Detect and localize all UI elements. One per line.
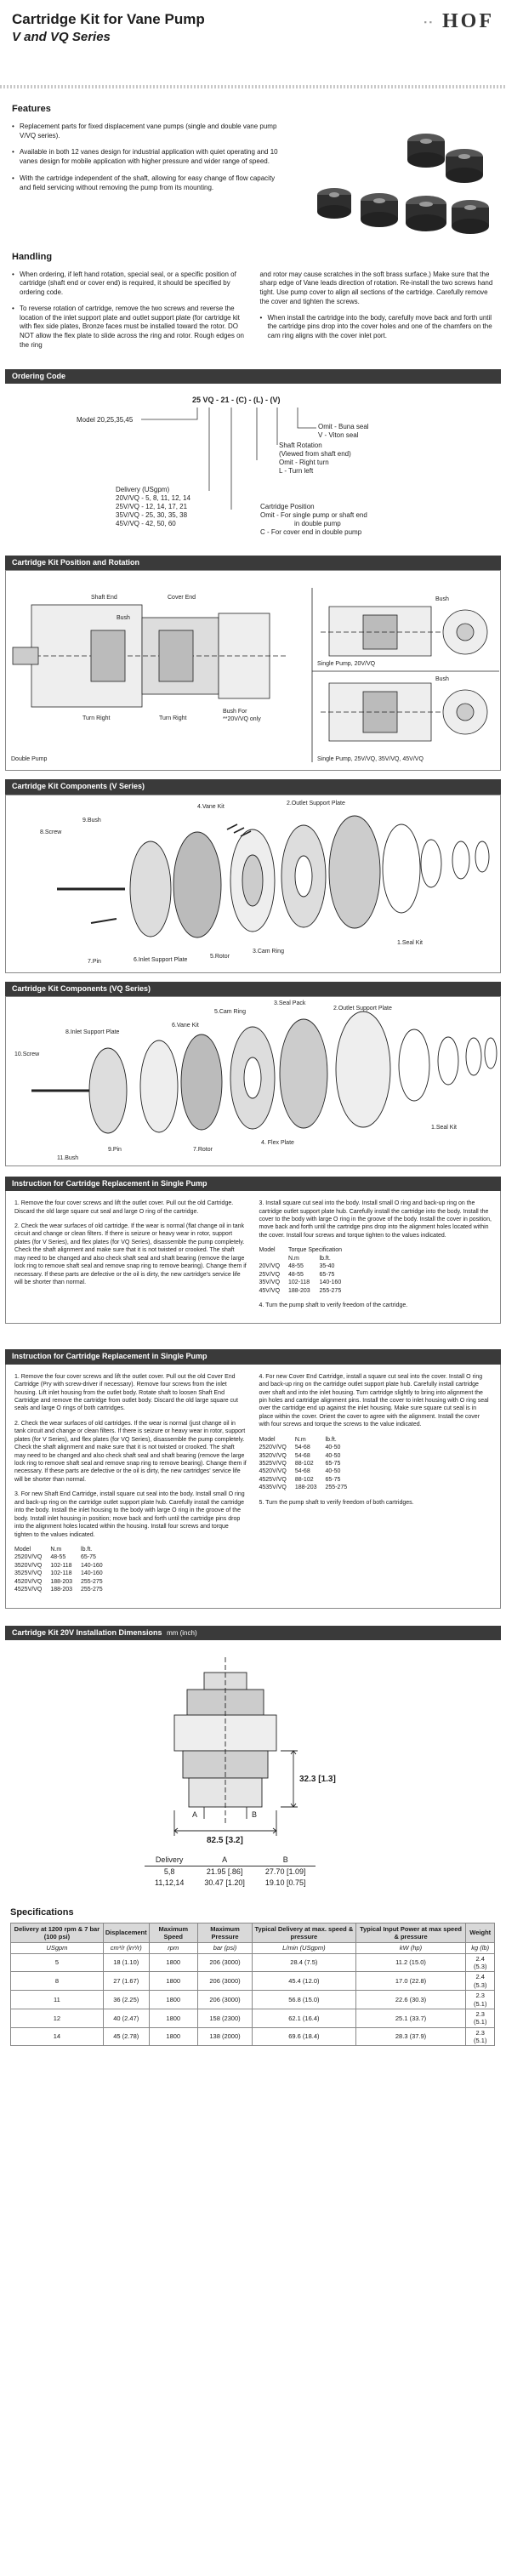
cell: 11.2 (15.0)	[355, 1953, 466, 1972]
delivery-line: 35V/VQ - 25, 30, 35, 38	[116, 511, 188, 520]
cell: 1800	[149, 2009, 197, 2027]
torque-head: lb.ft.	[325, 1436, 337, 1443]
handling-item: • To reverse rotation of cartridge, remove the two screws and reverse the location of the inlet support plate and outlet support plate (for cartridge kit with flex side plates, Bronze faces must be installed toward the rotor. DO NOT allow the flex plate to slide across the ring and rotor. Rough edges on the ring	[12, 305, 247, 350]
spec-col-head: Displacement	[103, 1923, 149, 1943]
single-instr-bar: Instruction for Cartridge Replacement in Single Pump	[5, 1177, 501, 1191]
cell: 4520V/VQ	[259, 1468, 287, 1475]
cell: 28.4 (7.5)	[253, 1953, 356, 1972]
table-row	[259, 1271, 351, 1279]
spec-unit: kg (lb)	[466, 1943, 495, 1953]
turn-right-label: Turn Right	[82, 715, 111, 722]
v-series-exploded-view	[6, 795, 500, 974]
spec-unit: rpm	[149, 1943, 197, 1953]
cell: 206 (3000)	[197, 1972, 252, 1991]
vq-series-panel	[5, 996, 501, 1166]
single-25-label: Single Pump, 25V/VQ, 35V/VQ, 45V/VQ	[317, 756, 424, 763]
vq-part-flex-plate-label: 4. Flex Plate	[261, 1139, 294, 1146]
table-row	[14, 1586, 111, 1593]
cell: 1800	[149, 1991, 197, 2009]
cell: 88-102	[294, 1461, 314, 1467]
cell: 36 (2.25)	[103, 1991, 149, 2009]
torque-head: Torque Specification	[288, 1247, 343, 1254]
vq-part-rotor-label: 7.Rotor	[193, 1146, 213, 1153]
cell: 255-275	[81, 1578, 103, 1585]
cell: 138 (2000)	[197, 2027, 252, 2046]
ordering-code-diagram	[5, 384, 501, 545]
cell: 2.3 (5.1)	[466, 1991, 495, 2009]
cell: 17.0 (22.8)	[355, 1972, 466, 1991]
cell: 65-75	[81, 1554, 96, 1561]
double-torque-table-b	[259, 1436, 356, 1492]
delivery-line: 25V/VQ - 12, 14, 17, 21	[116, 503, 188, 511]
cell: 65-75	[325, 1461, 341, 1467]
single-step-1: 1. Remove the four cover screws and lift the outlet cover. Pull out the old Cartridge. Discard the old large square cut seal and large O ring of the cartridge.	[14, 1200, 234, 1215]
rotation-title: Shaft Rotation	[279, 442, 322, 450]
cell: 35-40	[319, 1263, 335, 1270]
cell: 102-118	[288, 1279, 310, 1286]
rotation-line: L - Turn left	[279, 467, 314, 476]
cartridge-4	[361, 193, 398, 227]
double-step-4: 4. For new Cover End Cartridge, install a square cut seal into the cover. Install O ring and back-up ring on the cartridge outlet support plate hub. Carefully install cartridge over shaft and into the inlet housing. Turn cartridge slightly to bring into alignment the pin holes and cartridge alignment pins. Install the cover to inlet housing with O ring seal over the cartridge end up against the inlet housing. Make sure square cut seal is in place within the cover. Orient the cover to agree with the alignment. Install the cover with four screws and torque the screws to the value indicated.	[259, 1373, 489, 1428]
seal-option: Omit - Buna seal	[318, 423, 369, 431]
cell: 65-75	[319, 1271, 335, 1278]
cell: 40-50	[325, 1468, 341, 1475]
spec-col-head: Delivery at 1200 rpm & 7 bar (100 psi)	[11, 1923, 104, 1943]
cell: 22.6 (30.3)	[355, 1991, 466, 2009]
feature-item: • Replacement parts for fixed displacement vane pumps (single and double vane pump V/VQ series).	[12, 123, 283, 141]
dimensions-bar-unit: mm (inch)	[167, 1628, 197, 1637]
cell: 69.6 (18.4)	[253, 2027, 356, 2046]
cell: 188-203	[50, 1578, 73, 1585]
spec-col-head: Typical Delivery at max. speed & pressure	[253, 1923, 356, 1943]
table-row	[259, 1468, 356, 1475]
position-title: Cartridge Position	[260, 503, 315, 511]
table-row	[145, 1866, 316, 1878]
bush-note-label: Bush For **20V/VQ only	[223, 709, 261, 723]
cell: 102-118	[50, 1570, 72, 1577]
table-row	[11, 2027, 495, 2046]
cell: 54-68	[294, 1468, 310, 1475]
cell: 255-275	[81, 1587, 103, 1593]
cell: 3525V/VQ	[14, 1570, 43, 1577]
bush-label: Bush	[435, 676, 449, 683]
spec-unit: kW (hp)	[355, 1943, 466, 1953]
part-pin-label: 7.Pin	[88, 958, 101, 965]
spec-header-row	[11, 1923, 495, 1943]
torque-head: N.m	[294, 1436, 306, 1443]
table-row	[259, 1279, 351, 1286]
delivery-line: 45V/VQ - 42, 50, 60	[116, 520, 176, 528]
table-row	[14, 1570, 111, 1577]
cell: 4525V/VQ	[259, 1476, 287, 1483]
cell: 40 (2.47)	[103, 2009, 149, 2027]
double-instr-left	[14, 1373, 247, 1601]
cell: 11,12,14	[155, 1878, 185, 1888]
spec-unit: bar (psi)	[197, 1943, 252, 1953]
position-line: C - For cover end in double pump	[260, 528, 362, 537]
ordering-code-string: 25 VQ - 21 - (C) - (L) - (V)	[192, 396, 281, 405]
cell: 2.3 (5.1)	[466, 2027, 495, 2046]
handling-item: • When ordering, if left hand rotation, special seal, or a specific position of cartridge (shaft end or cover end) is required, it should be specified by ordering code.	[12, 271, 247, 298]
cell: 40-50	[325, 1452, 341, 1459]
cell: 2520V/VQ	[14, 1554, 43, 1561]
cell: 25V/VQ	[259, 1271, 281, 1278]
cell: 102-118	[50, 1562, 72, 1569]
cartridge-6	[452, 200, 489, 234]
page-title: Cartridge Kit for Vane Pump	[12, 11, 205, 27]
double-step-2: 2. Check the wear surfaces of old cartridges. If the wear is normal (just change oil in tank circuit and change or clean filters. If there is seizure or heavy wear in rotor, support plates (for V Series), and flex plates (for VQ Series), disassemble the pump completely. Check the shaft alignment and make sure that it is not twisted or crooked. The shaft may need to be changed and also check shaft seal and shaft bearing (remove the large lock ring to remove shaft seal and remove snap ring to remove bearing). Change them if necessary. If these parts are defective or the oil is dirty, the new cartridges' service life will be shorter than normal.	[14, 1420, 247, 1483]
cartridge-1	[407, 134, 445, 168]
single-instr-right	[259, 1200, 492, 1316]
deliv-head: Delivery	[145, 1855, 194, 1866]
v-series-bar: Cartridge Kit Components (V Series)	[5, 779, 501, 794]
shaft-end-label: Shaft End	[91, 595, 117, 601]
table-row	[259, 1476, 356, 1484]
cell: 28.3 (37.9)	[355, 2027, 466, 2046]
cell: 2.3 (5.1)	[466, 2009, 495, 2027]
cell: 2520V/VQ	[259, 1445, 287, 1451]
double-torque-table-a	[14, 1546, 111, 1594]
cell: 8	[11, 1972, 104, 1991]
turn-right-label: Turn Right	[159, 715, 187, 722]
cell: 19.10 [0.75]	[264, 1878, 306, 1888]
table-row	[259, 1452, 356, 1460]
position-rotation-drawings	[6, 571, 500, 772]
part-bush-label: 9.Bush	[82, 817, 101, 824]
handling-left	[12, 271, 247, 357]
cell: 56.8 (15.0)	[253, 1991, 356, 2009]
part-screw-label: 8.Screw	[40, 829, 62, 835]
cell: 21.95 [.86]	[206, 1867, 243, 1877]
cell: 255-275	[325, 1485, 348, 1491]
rotation-line: Omit - Right turn	[279, 459, 329, 467]
double-instr-bar: Instruction for Cartridge Replacement in Single Pump	[5, 1349, 501, 1364]
cell: 48-55	[288, 1271, 304, 1278]
table-row	[14, 1562, 111, 1570]
double-step-3: 3. For new Shaft End Cartridge, install square cut seal into the body. Install small O ring and back-up ring on the cartridge outlet support plate hub. Carefully install the cartridge into the body. Install the inlet housing to the body with large O ring in the groove of the body. Install inlet housing in position; move back and forth until the cartridge pins drop into the alignment holes located within the housing. Install four screws and torque tighten to the values indicated.	[14, 1491, 245, 1538]
delivery-line: 20V/VQ - 5, 8, 11, 12, 14	[116, 494, 190, 503]
cell: 206 (3000)	[197, 1953, 252, 1972]
ordering-code-bar: Ordering Code	[5, 369, 501, 384]
deliv-head: A	[194, 1855, 255, 1866]
spec-col-head: Maximum Pressure	[197, 1923, 252, 1943]
seal-option: V - Viton seal	[318, 431, 359, 440]
cell: 30.47 [1.20]	[204, 1878, 245, 1888]
table-row	[11, 1953, 495, 1972]
cell: 4535V/VQ	[259, 1485, 287, 1491]
torque-head: Model	[259, 1247, 276, 1254]
cell: 5	[11, 1953, 104, 1972]
dim-a-label: A	[192, 1809, 198, 1819]
cell: 3520V/VQ	[14, 1562, 43, 1569]
cell: 3520V/VQ	[259, 1452, 287, 1459]
table-row	[145, 1878, 316, 1889]
vq-part-outlet-plate-label: 2.Outlet Support Plate	[333, 1005, 392, 1012]
deliv-head: B	[255, 1855, 316, 1866]
delivery-dimension-table	[145, 1855, 316, 1889]
table-row	[259, 1460, 356, 1468]
cell: 140-160	[81, 1562, 103, 1569]
vq-part-vane-kit-label: 6.Vane Kit	[172, 1022, 199, 1029]
handling-section	[0, 271, 506, 357]
cell: 65-75	[325, 1476, 341, 1483]
handling-heading: Handling	[12, 251, 53, 262]
table-row	[259, 1287, 351, 1295]
features-list	[12, 123, 283, 242]
table-row	[11, 1991, 495, 2009]
cell: 158 (2300)	[197, 2009, 252, 2027]
vq-part-pin-label: 9.Pin	[108, 1146, 122, 1153]
table-row	[259, 1484, 356, 1491]
position-rotation-bar: Cartridge Kit Position and Rotation	[5, 556, 501, 570]
dim-width-label: 82.5 [3.2]	[207, 1835, 243, 1845]
double-instr-panel	[5, 1365, 501, 1609]
model-label: Model 20,25,35,45	[77, 416, 134, 425]
single-torque-table	[259, 1246, 351, 1295]
cell: 18 (1.10)	[103, 1953, 149, 1972]
cell: 25.1 (33.7)	[355, 2009, 466, 2027]
specifications-heading: Specifications	[10, 1906, 74, 1918]
torque-head: N.m	[50, 1546, 62, 1553]
dim-b-label: B	[252, 1809, 258, 1819]
cell: 45V/VQ	[259, 1287, 281, 1294]
features-heading: Features	[12, 104, 51, 114]
single-20-label: Single Pump, 20V/VQ	[317, 661, 376, 668]
cell: 188-203	[50, 1587, 73, 1593]
vq-part-inlet-plate-label: 8.Inlet Support Plate	[65, 1029, 120, 1035]
cell: 48-55	[50, 1554, 66, 1561]
cell: 88-102	[294, 1476, 314, 1483]
torque-head: Model	[259, 1436, 276, 1443]
spec-unit: USgpm	[11, 1943, 104, 1953]
specifications-table	[10, 1923, 495, 2047]
cell: 48-55	[288, 1263, 304, 1270]
cell: 45.4 (12.0)	[253, 1972, 356, 1991]
spec-unit: cm³/r (in³/r)	[103, 1943, 149, 1953]
torque-head: Model	[14, 1546, 31, 1553]
table-row	[11, 2009, 495, 2027]
cell: 27 (1.67)	[103, 1972, 149, 1991]
handling-continued: and rotor may cause scratches in the soft brass surface.) Make sure that the sharp edge of Vane leads direction of rotation. Re-install the two screws hand tight. Use pump cover to align all sections of the cartridge. Carefully remove the cover and tighten the screws.	[259, 270, 493, 305]
bush-label: Bush	[435, 596, 449, 603]
handling-right	[260, 271, 495, 357]
position-line: in double pump	[294, 520, 341, 528]
vq-series-exploded-view	[6, 997, 500, 1167]
cell: 54-68	[294, 1452, 310, 1459]
vq-part-bush-label: 11.Bush	[57, 1154, 79, 1161]
rotation-line: (Viewed from shaft end)	[279, 450, 351, 459]
bush-label: Bush	[117, 615, 130, 622]
cell: 11	[11, 1991, 104, 2009]
delivery-title: Delivery (USgpm)	[116, 486, 170, 494]
table-row	[14, 1578, 111, 1586]
cell: 1800	[149, 1972, 197, 1991]
torque-head: lb.ft.	[319, 1255, 331, 1262]
single-instr-panel	[5, 1191, 501, 1324]
vq-part-screw-label: 10.Screw	[14, 1051, 40, 1057]
cell: 5,8	[163, 1867, 175, 1877]
torque-head	[259, 1255, 289, 1262]
cell: 54-68	[294, 1445, 310, 1451]
torque-head: N.m	[288, 1255, 299, 1262]
cell: 4520V/VQ	[14, 1578, 43, 1585]
spec-units-row	[11, 1943, 495, 1953]
cell: 4525V/VQ	[14, 1587, 43, 1593]
header-rule	[0, 85, 506, 88]
v-series-panel	[5, 795, 501, 973]
spec-col-head: Maximum Speed	[149, 1923, 197, 1943]
cell: 14	[11, 2027, 104, 2046]
cell: 206 (3000)	[197, 1991, 252, 2009]
delivery-dimension-table-wrap	[0, 1855, 316, 1889]
cover-end-label: Cover End	[168, 595, 196, 601]
feature-item: • Available in both 12 vanes design for industrial application with quiet operating and 10 vanes design for mobile application with higher pressure and wider range of speed.	[12, 148, 283, 167]
table-row	[11, 1972, 495, 1991]
cell: 2.4 (5.3)	[466, 1953, 495, 1972]
part-inlet-plate-label: 6.Inlet Support Plate	[134, 956, 188, 963]
cartridge-5	[406, 196, 446, 231]
cell: 27.70 [1.09]	[264, 1867, 306, 1877]
feature-item: • With the cartridge independent of the shaft, allowing for easy change of flow capacity and field servicing without removing the pump from its mounting.	[12, 174, 283, 193]
cell: 35V/VQ	[259, 1279, 281, 1286]
vq-series-bar: Cartridge Kit Components (VQ Series)	[5, 982, 501, 996]
single-instr-left	[14, 1200, 247, 1316]
part-seal-kit-label: 1.Seal Kit	[397, 939, 423, 946]
table-row	[259, 1262, 351, 1270]
spec-col-head: Weight	[466, 1923, 495, 1943]
single-step-2: 2. Check the wear surfaces of old cartridge. If the wear is normal (flat change oil in tank circuit and change or clean filters. If there is seizure or heavy wear in rotor, support plates (for V Series), and flex plates (for VQ Series), disassemble the pump completely. Check the shaft alignment and make sure that it is not twisted or crooked. The shaft may need to be changed and also check shaft seal and shaft bearing (remove the large lock ring to remove shaft seal and remove snap ring to remove bearing). Change them if necessary. If these parts are defective or the oil is dirty, the new cartridge's service life will be shorter than normal.	[14, 1223, 247, 1286]
double-instr-right	[259, 1373, 492, 1601]
dimensions-bar	[5, 1626, 501, 1640]
cell: 45 (2.78)	[103, 2027, 149, 2046]
cartridge-2	[446, 149, 483, 183]
header	[0, 0, 506, 94]
position-rotation-panel	[5, 570, 501, 771]
cell: 12	[11, 2009, 104, 2027]
cell: 140-160	[81, 1570, 103, 1577]
vq-part-seal-pack-label: 3.Seal Pack	[274, 1000, 306, 1006]
hof-logo: ▪▪ HOF	[424, 10, 494, 32]
features-section	[0, 123, 506, 242]
handling-item: • When install the cartridge into the body, carefully move back and forth until the cartridge pins drop into the cover holes and one of the chamfers on the cam ring aligns with the cover inlet port.	[260, 314, 495, 341]
dim-height-label: 32.3 [1.3]	[299, 1774, 336, 1784]
cell: 1800	[149, 1953, 197, 1972]
table-row	[14, 1553, 111, 1561]
cell: 40-50	[325, 1445, 341, 1451]
part-vane-kit-label: 4.Vane Kit	[197, 803, 225, 810]
spec-col-head: Typical Input Power at max speed & pressure	[355, 1923, 466, 1943]
part-cam-ring-label: 3.Cam Ring	[253, 948, 284, 955]
cell: 1800	[149, 2027, 197, 2046]
part-outlet-plate-label: 2.Outlet Support Plate	[287, 800, 345, 806]
logo-text: HOF	[442, 10, 494, 32]
double-pump-label: Double Pump	[11, 756, 48, 763]
spec-unit: L/min (USgpm)	[253, 1943, 356, 1953]
double-step-5: 5. Turn the pump shaft to verify freedom of both cartridges.	[259, 1499, 414, 1506]
single-step-3: 3. Install square cut seal into the body. Install small O ring and back-up ring on the cartridge outlet support plate hub. Carefully install the cartridge into the body. Install the cover to the body with large O ring in the groove of the body. Install the cover in position, move back and forth until the cartridge pins drop into the alignment holes located within the cover. Install four screws and torque tighten to the values indicated.	[259, 1200, 492, 1239]
cell: 20V/VQ	[259, 1263, 281, 1270]
vq-part-cam-ring-label: 5.Cam Ring	[214, 1008, 246, 1015]
vq-part-seal-kit-label: 1.Seal Kit	[431, 1124, 457, 1131]
cell: 3525V/VQ	[259, 1461, 287, 1467]
ordering-code-leaders	[5, 384, 501, 545]
cell: 255-275	[319, 1287, 342, 1294]
torque-head: lb.ft.	[81, 1546, 93, 1553]
page-subtitle: V and VQ Series	[12, 30, 111, 45]
double-step-1: 1. Remove the four cover screws and lift the outlet cover. Pull out the old Cover End Cartridge (Pry with screw-driver if necessary). Remove four screws from the inlet housing. Lift inlet housing from the outlet body. Rotate shaft to loosen Shaft End Cartridge and remove the cartridge from outlet body. Discard the old large square cut seals and large O rings of both cartridges.	[14, 1373, 238, 1412]
cartridge-kits-photo	[298, 123, 494, 242]
dimensions-bar-title: Cartridge Kit 20V Installation Dimensions	[12, 1627, 162, 1637]
cell: 188-203	[288, 1287, 310, 1294]
table-row	[259, 1444, 356, 1451]
single-step-4: 4. Turn the pump shaft to verify freedom of the cartridge.	[259, 1302, 408, 1308]
position-line: Omit - For single pump or shaft end	[260, 511, 367, 520]
dimensions-drawing	[0, 1640, 506, 1895]
cell: 62.1 (16.4)	[253, 2009, 356, 2027]
cell: 140-160	[319, 1279, 342, 1286]
part-rotor-label: 5.Rotor	[210, 953, 230, 960]
cell: 188-203	[294, 1485, 317, 1491]
cell: 2.4 (5.3)	[466, 1972, 495, 1991]
cartridge-3	[317, 188, 351, 219]
